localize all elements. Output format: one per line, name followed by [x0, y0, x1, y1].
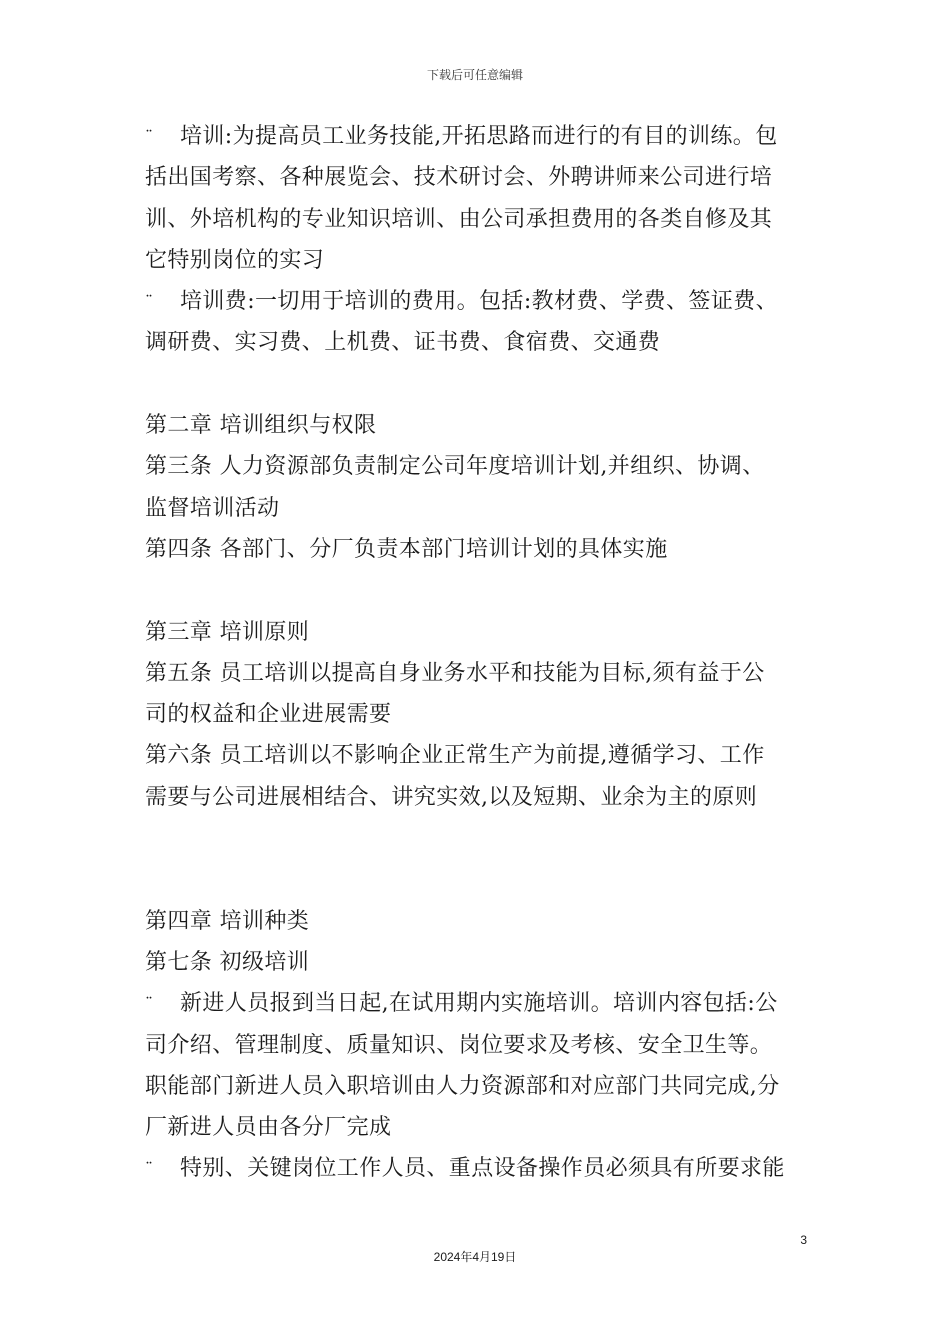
list-item: [145, 1148, 810, 1189]
article-line: 第四条 各部门、分厂负责本部门培训计划的具体实施: [145, 536, 668, 562]
paragraph-line: 职能部门新进人员入职培训由人力资源部和对应部门共同完成,分: [145, 1073, 780, 1099]
page-header: 下载后可任意编辑: [426, 68, 523, 82]
list-item: [145, 116, 810, 157]
bullet-icon: ¨: [145, 1159, 154, 1179]
paragraph-line: 培训:为提高员工业务技能,开拓思路而进行的有目的训练。包: [180, 124, 778, 149]
list-item: [145, 983, 810, 1024]
chapter-heading: 第二章 培训组织与权限: [145, 413, 377, 439]
list-item: [145, 281, 810, 322]
spacer: [145, 364, 810, 405]
spacer: [145, 818, 810, 901]
paragraph-line: 司的权益和企业进展需要: [145, 702, 392, 728]
paragraph-line: 调研费、实习费、上机费、证书费、食宿费、交通费: [145, 330, 661, 356]
paragraph-line: 司介绍、管理制度、质量知识、岗位要求及考核、安全卫生等。: [145, 1032, 773, 1058]
bullet-icon: ¨: [145, 292, 154, 312]
chapter-heading: 第四章 培训种类: [145, 908, 310, 934]
paragraph-line: 训、外培机构的专业知识培训、由公司承担费用的各类自修及其: [145, 206, 773, 232]
paragraph-line: 它特别岗位的实习: [145, 247, 325, 273]
document-body: [145, 116, 810, 1190]
paragraph-line: 需要与公司进展相结合、讲究实效,以及短期、业余为主的原则: [145, 784, 758, 810]
article-line: 第五条 员工培训以提高自身业务水平和技能为目标,须有益于公: [145, 660, 765, 686]
paragraph-line: 培训费:一切用于培训的费用。包括:教材费、学费、签证费、: [180, 289, 779, 315]
paragraph-line: 特别、关键岗位工作人员、重点设备操作员必须具有所要求能: [180, 1156, 785, 1182]
spacer: [145, 570, 810, 611]
article-line: 第三条 人力资源部负责制定公司年度培训计划,并组织、协调、: [145, 454, 765, 480]
paragraph-line: 监督培训活动: [145, 495, 280, 521]
paragraph-line: 厂新进人员由各分厂完成: [145, 1115, 392, 1141]
article-line: 第六条 员工培训以不影响企业正常生产为前提,遵循学习、工作: [145, 743, 765, 769]
page-number: 3: [800, 1233, 807, 1247]
paragraph-line: 新进人员报到当日起,在试用期内实施培训。培训内容包括:公: [180, 991, 778, 1017]
paragraph-line: 括出国考察、各种展览会、技术研讨会、外聘讲师来公司进行培: [145, 165, 773, 191]
footer-date: 2024年4月19日: [433, 1250, 517, 1264]
chapter-heading: 第三章 培训原则: [145, 619, 310, 645]
bullet-icon: ¨: [145, 127, 154, 146]
article-line: 第七条 初级培训: [145, 949, 310, 975]
bullet-icon: ¨: [145, 994, 154, 1014]
